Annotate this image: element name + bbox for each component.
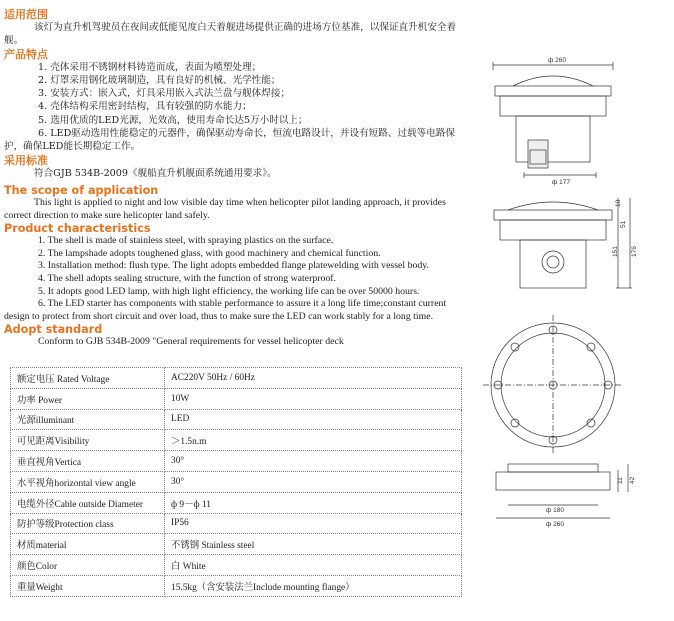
spec-row — [11, 492, 462, 513]
spec-row — [11, 388, 462, 409]
drawings-svg — [468, 0, 674, 617]
text-column — [4, 0, 466, 349]
spec-label: 额定电压 Rated Voltage — [11, 368, 165, 389]
spec-label: 防护等级Protection class — [11, 513, 165, 534]
cn-feature-1: 1. 壳体采用不锈钢材料铸造而成，表面为喷塑处理； — [38, 61, 262, 73]
cn-scope-title: 适用范围 — [4, 8, 48, 21]
spec-label: 可见距离Visibility — [11, 430, 165, 451]
spec-label: 水平视角horizontal view angle — [11, 471, 165, 492]
front-view-drawing — [494, 198, 632, 288]
spec-value: ＞1.5n.m — [165, 430, 462, 451]
cn-scope-text: 该灯为直升机驾驶员在夜间或低能见度白天着舰进场提供正确的进场方位基准，以保证直升机安全着舰。 — [4, 22, 457, 47]
dim-d4-b: 42 — [629, 476, 636, 484]
en-standard-text: Conform to GJB 534B-2009 "General requirements for vessel helicopter deck — [38, 336, 344, 348]
spec-label: 材质material — [11, 534, 165, 555]
dim-d2-d: 176 — [631, 246, 638, 257]
en-features-title: Product characteristics — [4, 222, 151, 236]
en-feature-3: 3. Installation method: flush type. The light adopts embedded flange platewelding with vessel body. — [38, 260, 429, 272]
spec-value: 白 White — [165, 555, 462, 576]
spec-row — [11, 575, 462, 596]
spec-label: 功率 Power — [11, 388, 165, 409]
dim-d2-c: 151 — [612, 246, 619, 257]
cn-features-title: 产品特点 — [4, 47, 48, 61]
spec-label: 颜色Color — [11, 555, 165, 576]
spec-row — [11, 513, 462, 534]
spec-value: 15.5kg（含安装法兰Include mounting flange） — [165, 575, 462, 596]
cn-feature-4: 4. 壳体结构采用密封结构，具有较强的防水能力； — [38, 101, 252, 113]
cn-feature-2: 2. 灯罩采用钢化玻璃制造，具有良好的机械、光学性能； — [38, 74, 281, 86]
en-feature-5: 5. It adopts good LED lamp, with high light efficiency, the working life can be over 50000 hours. — [38, 285, 420, 297]
spec-value: ф 9－ф 11 — [165, 492, 462, 513]
en-feature-2: 2. The lampshade adopts toughened glass, with good machinery and chemical function. — [38, 247, 381, 259]
spec-value: LED — [165, 409, 462, 430]
dim-d4-d: ф 260 — [546, 521, 564, 528]
spec-value: AC220V 50Hz / 60Hz — [165, 368, 462, 389]
dim-d2-a: 10 — [615, 199, 622, 207]
spec-label: 电缆外径Cable outside Diameter — [11, 492, 165, 513]
spec-label: 重量Weight — [11, 575, 165, 596]
dim-d1-bottom: ф 177 — [552, 179, 570, 186]
spec-value: IP56 — [165, 513, 462, 534]
spec-value: 不锈钢 Stainless steel — [165, 534, 462, 555]
spec-value: 30° — [165, 471, 462, 492]
en-scope-title: The scope of application — [4, 183, 159, 197]
dim-d4-c: ф 180 — [546, 507, 564, 514]
spec-row — [11, 471, 462, 492]
cn-feature-3: 3. 安装方式：嵌入式，灯具采用嵌入式法兰盘与舰体焊接； — [38, 88, 291, 100]
dim-d4-a: 11 — [617, 477, 624, 484]
spec-row — [11, 534, 462, 555]
technical-drawings — [468, 0, 674, 617]
cn-standard-text: 符合GJB 534B-2009《舰船直升机舰面系统通用要求》。 — [34, 167, 277, 179]
cn-feature-5: 5. 选用优质的LED光源，光效高，使用寿命长达5万小时以上； — [38, 114, 308, 126]
en-feature-6: 6. The LED starter has components with stable performance to assure it a long life time;constant current design to protect from short circuit and over load, thus to make sure the LED can work stably for a long time. — [4, 298, 447, 322]
dim-d2-b: 51 — [620, 220, 627, 228]
en-feature-1: 1. The shell is made of stainless steel, with spraying plastics on the surface. — [38, 235, 334, 247]
spec-label: 垂直视角Vertica — [11, 451, 165, 472]
spec-table — [10, 367, 462, 597]
spec-row — [11, 430, 462, 451]
en-feature-4: 4. The shell adopts sealing structure, with the function of strong waterproof. — [38, 272, 337, 284]
spec-row — [11, 451, 462, 472]
spec-label: 光源illuminant — [11, 409, 165, 430]
dim-d1-top: ф 260 — [548, 57, 566, 64]
spec-row — [11, 555, 462, 576]
side-view-drawing — [493, 62, 613, 178]
top-view-drawing — [483, 315, 623, 455]
cn-standard-title: 采用标准 — [4, 153, 48, 167]
spec-value: 30° — [165, 451, 462, 472]
spec-value: 10W — [165, 388, 462, 409]
en-scope-text: This light is applied to night and low visible day time when helicopter pilot landing approach, it provides correct direction to make sure helicopter land safely. — [4, 196, 446, 221]
spec-row — [11, 368, 462, 389]
cn-feature-6: 6. LED驱动选用性能稳定的元器件，确保驱动寿命长，恒流电路设计，并设有短路、过载等电路保护，确保LED能长期稳定工作。 — [4, 128, 456, 153]
en-standard-title: Adopt standard — [4, 323, 103, 337]
spec-row — [11, 409, 462, 430]
